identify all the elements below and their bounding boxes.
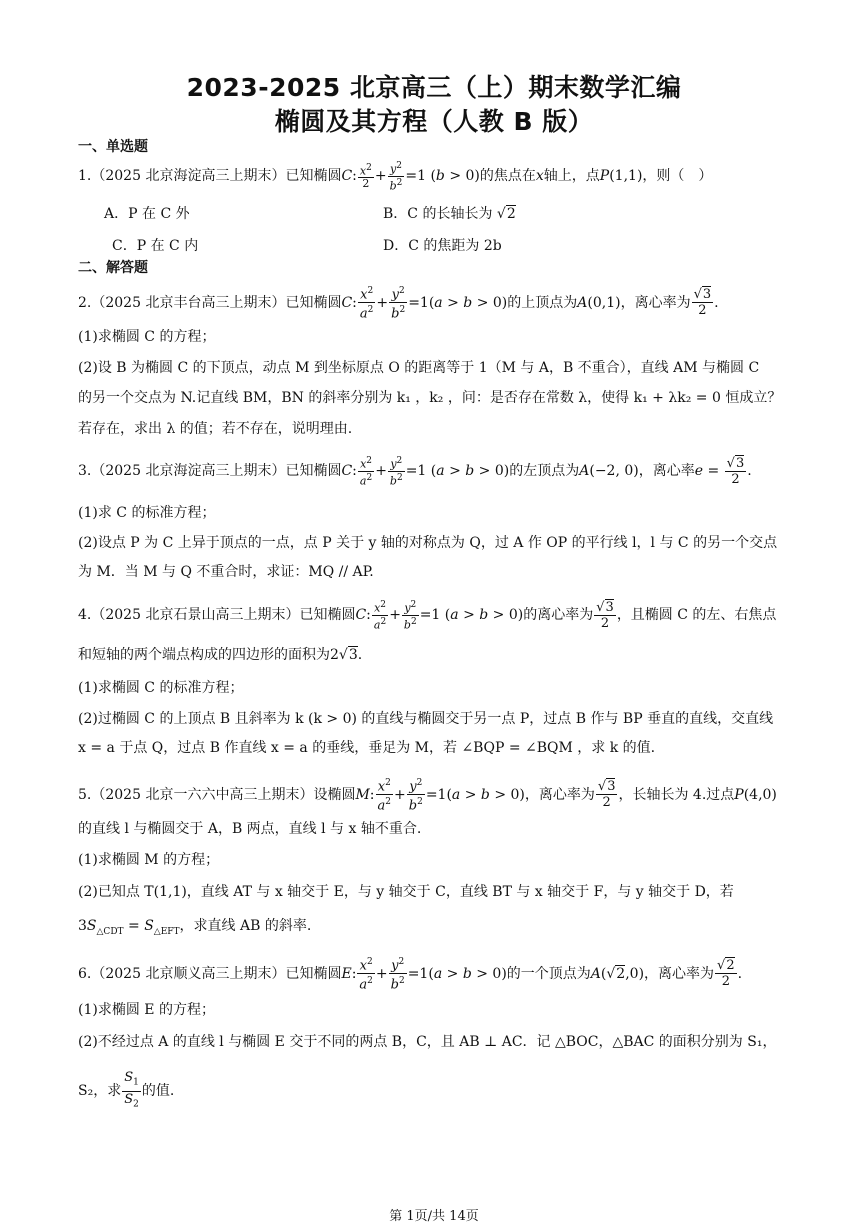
section-single-choice: 一、单选题: [78, 139, 148, 155]
page-footer: 第 1页/共 14页: [389, 1209, 479, 1224]
q6-part2-line1: (2)不经过点 A 的直线 l 与椭圆 E 交于不同的两点 B，C，且 AB ⊥ AC．记 △BOC，△BAC 的面积分别为 S₁，: [78, 1034, 777, 1050]
q4-part1: (1)求椭圆 C 的标准方程；: [78, 680, 244, 696]
q2-part1: (1)求椭圆 C 的方程；: [78, 329, 216, 345]
q5-stem-line2: 的直线 l 与椭圆交于 A，B 两点，直线 l 与 x 轴不重合.: [78, 821, 422, 837]
q4-stem-line2: 和短轴的两个端点构成的四边形的面积为2√3.: [78, 647, 363, 663]
q2-part2-line2: 的另一个交点为 N.记直线 BM，BN 的斜率分别为 k₁ ，k₂ ，问：是否存在常数 λ，使得 k₁ + λk₂ = 0 恒成立？: [78, 390, 782, 406]
document-subtitle: 椭圆及其方程（人教 B 版）: [274, 107, 594, 136]
q3-part2-line1: (2)设点 P 为 C 上异于顶点的一点，点 P 关于 y 轴的对称点为 Q，过 A 作 OP 的平行线 l，l 与 C 的另一个交点: [78, 535, 778, 551]
q2-stem: 2.（2025 北京丰台高三上期末）已知椭圆C: $\frac{x^2}{a^2}$ + $\frac{y^2}{b^2}$ =1(a > b > 0)的上顶点为A(0,1)，离心率为 $\frac{√3}{2}$ .: [78, 286, 719, 322]
q2-part2-line1: (2)设 B 为椭圆 C 的下顶点，动点 M 到坐标原点 O 的距离等于 1（M 与 A，B 不重合），直线 AM 与椭圆 C: [78, 360, 760, 376]
q6-part1: (1)求椭圆 E 的方程；: [78, 1002, 215, 1018]
q1-option-d: D．C 的焦距为 2b: [383, 238, 502, 254]
q1-option-c: C．P 在 C 内: [112, 238, 199, 254]
section-answer: 二、解答题: [78, 260, 148, 276]
q5-part2-line1: (2)已知点 T(1,1)，直线 AT 与 x 轴交于 E，与 y 轴交于 C，直线 BT 与 x 轴交于 F，与 y 轴交于 D，若: [78, 884, 734, 900]
q3-stem: 3.（2025 北京海淀高三上期末）已知椭圆C: $\frac{x^2}{a^2}$ + $\frac{y^2}{b^2}$ =1 (a > b > 0)的左顶点为A(−2, 0)，离心率e = $\frac{√3}{2}$ .: [78, 455, 752, 488]
q5-part2-line2: $3S_{\triangle CDT} = S_{\triangle EFT}$，求直线 AB 的斜率.: [78, 918, 312, 937]
q4-stem: 4.（2025 北京石景山高三上期末）已知椭圆C: $\frac{x^2}{a^2}$ + $\frac{y^2}{b^2}$ =1 (a > b > 0)的离心率为 $\frac{√3}{2}$ ，且椭圆 C 的左、右焦点: [78, 599, 777, 632]
q1-option-a: A．P 在 C 外: [104, 206, 190, 222]
q4-part2-line1: (2)过椭圆 C 的上顶点 B 且斜率为 k (k > 0) 的直线与椭圆交于另一点 P，过点 B 作与 BP 垂直的直线，交直线: [78, 711, 774, 727]
q1-stem: 1.（2025 北京海淀高三上期末）已知椭圆C: $\frac{x^2}{2}$ + $\frac{y^2}{b^2}$ =1 (b > 0)的焦点在x轴上，点P(1,1)，则（ ）: [78, 161, 713, 193]
document-title: 2023-2025 北京高三（上）期末数学汇编: [186, 73, 682, 102]
q5-part1: (1)求椭圆 M 的方程；: [78, 852, 220, 868]
q4-part2-line2: x = a 于点 Q，过点 B 作直线 x = a 的垂线，垂足为 M，若 ∠BQP = ∠BQM ，求 k 的值.: [78, 740, 656, 756]
q2-part2-line3: 若存在，求出 λ 的值；若不存在，说明理由.: [78, 421, 353, 437]
q5-stem: 5.（2025 北京一六六中高三上期末）设椭圆M: $\frac{x^2}{a^2}$ + $\frac{y^2}{b^2}$ =1(a > b > 0)，离心率为 $\frac{√3}{2}$ ，长轴长为 4.过点P(4,0): [78, 778, 777, 814]
q6-part2-line2: S₂，求 $\frac{S_1}{S_2}$ 的值.: [78, 1070, 175, 1110]
q6-stem: 6.（2025 北京顺义高三上期末）已知椭圆E: $\frac{x^2}{a^2}$ + $\frac{y^2}{b^2}$ =1(a > b > 0)的一个顶点为A(√2,0)，离心率为 $\frac{√2}{2}$ .: [78, 957, 743, 993]
q3-part2-line2: 为 M．当 M 与 Q 不重合时，求证：MQ // AP.: [78, 564, 374, 580]
q1-option-b: B．C 的长轴长为 √2: [383, 206, 516, 222]
q3-part1: (1)求 C 的标准方程；: [78, 505, 216, 521]
